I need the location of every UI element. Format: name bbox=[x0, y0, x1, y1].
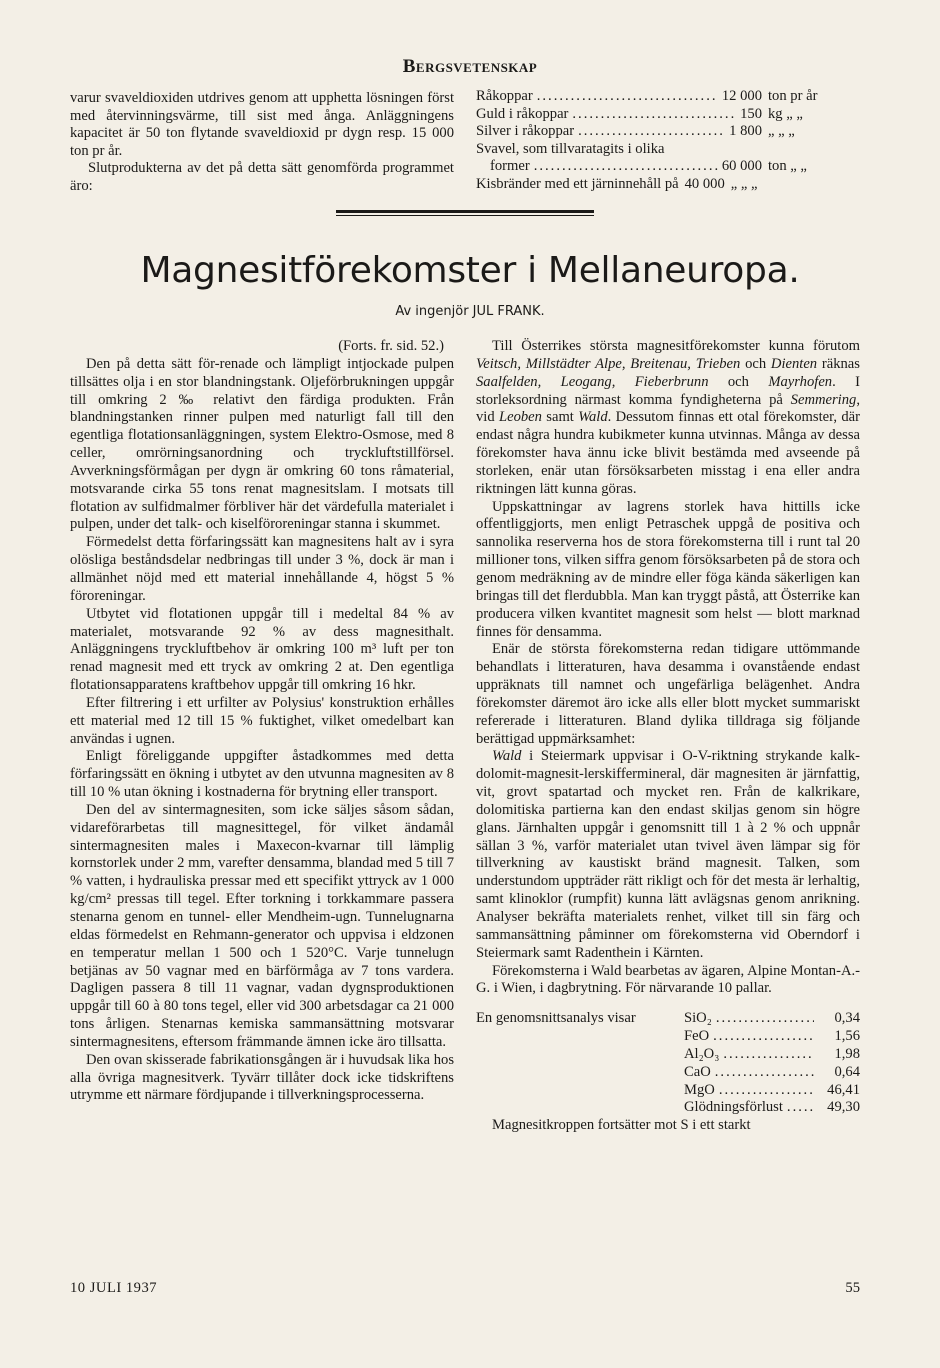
analysis-value: 0,64 bbox=[834, 1063, 860, 1080]
leader-dots bbox=[715, 1064, 814, 1082]
place-name: Leoben bbox=[498, 409, 542, 426]
paragraph: Enär de största förekomsterna redan tidigare uttömmande behandlats i litteraturen, hava desamma i ovanstående endast uppräknats till namnet och ungefärliga belägenhet. Andra förekomster däremot äro icke alls eller blott mycket summariskt refererade i litteraturen. Bland dylika tilldraga sig följande berättigad uppmärksamhet: bbox=[476, 641, 860, 747]
product-label: Kisbränder med ett järninnehåll på bbox=[476, 175, 679, 192]
paragraph: Magnesitkroppen fortsätter mot S i ett starkt bbox=[492, 1117, 751, 1134]
leader-dots bbox=[719, 1082, 814, 1100]
analysis-lead: En genomsnittsanalys visar bbox=[476, 1010, 636, 1027]
journal-title: Bergsvetenskap bbox=[402, 56, 538, 77]
leader-dots bbox=[534, 158, 718, 176]
analysis-component: FeO bbox=[684, 1028, 710, 1045]
product-value: 40 000 bbox=[684, 175, 725, 192]
divider-rule bbox=[336, 210, 594, 213]
text: samt bbox=[541, 409, 579, 426]
paragraph: Uppskattningar av lagrens storlek hava hittills icke offentliggjorts, men enligt Petraschek uppgå de positiva och sannolika reserverna hos de stora förekomsterna till i runt tal 20 millioner tons, vilken siffra genom försöksarbeten på de stora och genom medräkning av de mindre eller föga kända säkerligen kan bringas till det flerdubbla. Man kan tryggt påstå, att Österrike kan producera vilken kvantitet magnesit som helst — blott marknad finnes för densamma. bbox=[476, 498, 860, 640]
text: , vid bbox=[476, 391, 860, 426]
product-label: Silver i råkoppar bbox=[476, 123, 575, 140]
product-unit: ton „ „ bbox=[768, 158, 807, 175]
product-value: 12 000 bbox=[721, 88, 762, 104]
place-name: Wald bbox=[578, 409, 608, 426]
leader-dots bbox=[787, 1099, 814, 1117]
paragraph: Förekomsterna i Wald bearbetas av ägaren, Alpine Montan-A.-G. i Wien, i dagbrytning. För närvarande 10 pallar. bbox=[476, 962, 860, 997]
leader-dots bbox=[713, 1028, 814, 1046]
place-name: Mayrhofen bbox=[768, 373, 833, 390]
analysis-component: MgO bbox=[684, 1081, 715, 1098]
place-name: Veitsch, Millstädter Alpe, Breitenau, Trieben bbox=[476, 355, 741, 372]
product-row bbox=[476, 123, 860, 141]
analysis-row bbox=[476, 1082, 860, 1100]
product-unit: „ „ „ bbox=[730, 175, 758, 192]
place-name: Semmering bbox=[790, 391, 857, 408]
analysis-row bbox=[476, 1099, 860, 1117]
product-row bbox=[476, 106, 860, 124]
leader-dots bbox=[723, 1046, 814, 1064]
product-unit: kg „ „ bbox=[768, 105, 803, 122]
products-list bbox=[476, 88, 860, 194]
product-value: 60 000 bbox=[721, 158, 762, 175]
product-label: Råkoppar bbox=[476, 88, 533, 104]
product-label: former bbox=[490, 158, 530, 175]
leader-dots bbox=[537, 88, 718, 106]
text: Till Österrikes största magnesitförekomster kunna förutom bbox=[492, 338, 860, 354]
paragraph: Den ovan skisserade fabrikationsgången är i huvudsak lika hos alla övriga magnesitverk. Tyvärr tillåter dock icke tidskriftens utrymme ett närmare fördjupande i tillverkningsprocesserna. bbox=[70, 1051, 454, 1104]
analysis-component: CaO bbox=[684, 1063, 711, 1080]
paragraph: Utbytet vid flotationen uppgår till i medeltal 84 % av materialet, motsvarande 92 % av dess magnesithalt. Anläggningens tryckluftbehov är omkring 100 m³ luft per ton renad magnesit med ett tryck av omkring 2 at. Den egentliga flotationsapparatens kraftbehov uppgår till omkring 16 hkr. bbox=[70, 605, 454, 694]
paragraph bbox=[476, 338, 860, 499]
paragraph: Den på detta sätt för-renade och lämpligt intjockade pulpen tillsättes olja i en stor blandningstank. Oljeförbrukningen uppgår till omkring 2 ‰ relativt den färdiga produkten. Från blandningstanken rinner pulpen med naturligt fall till den egentliga flotationsanläggningen, system Elektro-Osmose, med 8 celler, omrörningsanordning och tryckluftstillförsel. Avverkningsförmågan per dygn är omkring 60 tons råmaterial, motsvarande cirka 55 tons renat magnesitslam. I motsats till flotation av sulfidmalmer förbliver här det värdefulla materialet i pulpen, under det talk- och kiselföroreningar stanna i skummet. bbox=[70, 355, 454, 533]
paragraph: varur svaveldioxiden utdrives genom att upphetta lösningen först med återvinningsvärme, till sist med ånga. Anläggningens kapacitet är 50 ton flytande svaveldioxid pr dygn resp. 15 000 ton pr år. bbox=[70, 90, 454, 159]
analysis-row bbox=[476, 1046, 860, 1064]
page-number: 55 bbox=[845, 1280, 860, 1296]
product-row bbox=[476, 176, 860, 194]
text: . Dessutom finnas ett otal förekomster, där endast några hundra kubikmeter kunna utvinnas. Många av dessa förekomster hava ännu icke blivit bestämda med avseende på storleken, enär utan försöksarbeten misstag i ena eller andra riktningen lätt kunna göras. bbox=[476, 409, 860, 497]
place-name: Dienten bbox=[770, 355, 818, 372]
analysis-row bbox=[476, 1064, 860, 1082]
analysis-component: Glödningsförlust bbox=[684, 1099, 783, 1116]
product-unit: ton pr år bbox=[768, 88, 818, 104]
left-column bbox=[70, 338, 454, 1105]
analysis-value: 0,34 bbox=[834, 1010, 860, 1027]
analysis-value: 1,98 bbox=[834, 1045, 860, 1062]
product-unit: „ „ „ bbox=[768, 123, 795, 140]
paragraph: Efter filtrering i ett urfilter av Polysius' konstruktion erhålles ett material med 12 till 15 % fuktighet, vilket omedelbart kan användas i ugnen. bbox=[70, 694, 454, 747]
product-value: 150 bbox=[740, 105, 762, 122]
product-row bbox=[476, 158, 860, 176]
divider-rule bbox=[336, 215, 594, 216]
product-label: Svavel, som tillvaratagits i olika bbox=[476, 140, 665, 157]
text: räknas bbox=[817, 355, 860, 372]
text: och bbox=[740, 355, 771, 372]
paragraph: Enligt föreliggande uppgifter åstadkommes med detta förfaringssätt en ökning i utbytet av den utvunna magnesiten av 8 till 10 % utan ökning i kostnaderna för brytning eller transport. bbox=[70, 748, 454, 801]
product-row bbox=[476, 141, 860, 159]
article-title: Magnesitförekomster i Mellaneuropa. bbox=[140, 250, 800, 291]
paragraph: Slutprodukterna av det på detta sätt genomförda programmet äro: bbox=[70, 160, 454, 194]
text: . I storleksordning närmast komma fyndigheterna på bbox=[476, 373, 860, 408]
top-left-text bbox=[70, 90, 454, 196]
analysis-table bbox=[476, 1010, 860, 1117]
analysis-value: 1,56 bbox=[834, 1028, 860, 1045]
issue-date: 10 JULI 1937 bbox=[70, 1280, 158, 1296]
analysis-row bbox=[476, 1010, 860, 1028]
leader-dots bbox=[578, 123, 725, 141]
text: i Steiermark uppvisar i O-V-riktning strykande kalk-dolomit-magnesit-lerskiffermineral, där magnesiten är järnfattig, vit, grovt spatartad och mycket ren. Från de kalkrikare, dolomitiska partierna kan den endast skiljas genom sin högre glans. Järnhalten uppgår i genomsnitt till 1 à 2 % och uppnår sällan 3 %, varför materialet utan tvivel även lämpar sig för tillverkning av kaustiskt bränd magnesit. Talken, som understundom uppträder rätt rikligt och för det mesta är lerhaltig, samt klinoklor (rumpfit) kunna lätt avlägsnas genom anrikning. Analyser bekräfta materialets renhet, vilket till sin färg och sammansättning påminner om förekomsterna vid Oberndorf i Steiermark samt Radenthein i Kärnten. bbox=[476, 748, 860, 961]
continuation-note: (Forts. fr. sid. 52.) bbox=[338, 338, 444, 354]
analysis-component: SiO₂ bbox=[684, 1010, 712, 1027]
product-row bbox=[476, 88, 860, 106]
analysis-row bbox=[476, 1028, 860, 1046]
place-name: Saalfelden, Leogang, Fieberbrunn bbox=[476, 373, 709, 390]
product-label: Guld i råkoppar bbox=[476, 105, 569, 122]
place-name: Wald bbox=[492, 748, 522, 765]
analysis-component: Al₂O₃ bbox=[684, 1045, 720, 1062]
leader-dots bbox=[716, 1010, 814, 1028]
analysis-value: 46,41 bbox=[827, 1081, 860, 1098]
paragraph bbox=[476, 748, 860, 962]
analysis-value: 49,30 bbox=[827, 1099, 860, 1116]
product-value: 1 800 bbox=[729, 123, 762, 140]
leader-dots bbox=[572, 106, 736, 124]
paragraph: Förmedelst detta förfaringssätt kan magnesitens halt av i syra olösliga beståndsdelar nedbringas till under 3 %, dock är man i allmänhet nöjd med ett material innehållande 4, högst 5 % föroreningar. bbox=[70, 534, 454, 604]
text: och bbox=[708, 373, 769, 390]
paragraph: Den del av sintermagnesiten, som icke säljes såsom sådan, vidareförarbetas till magnesittegel, för vilket ändamål sintermagnesiten males i Maxecon-kvarnar till lämplig kornstorlek under 2 mm, varefter densamma, blandad med 5 till 7 % vatten, i hydrauliska pressar med ett specifikt yttryck av 1 000 kg/cm² pressas till tegel. Efter torkning i torkkammare passera stenarna genom en tunnel- eller Mendheim-ugn. Tunnelugnarna eldas förmedelst en Rehmann-generator och uppvisa i eldzonen en temperatur mellan 1 500 och 1 520°C. Varje tunnelugn betjänas av 50 vagnar med en bärförmåga av 7 tons vardera. Dagligen passera 8 till 11 vagnar, vadan dygnsproduktionen uppgår till 60 à 80 tons tegel, eller vid 300 arbetsdagar ca 21 000 tons årligen. Stenarnas kemiska sammansättning motsvarar sintermagnesitens, eftersom främmande ämnen icke äro tillsatta. bbox=[70, 801, 454, 1050]
article-byline: Av ingenjör JUL FRANK. bbox=[395, 304, 545, 319]
right-column bbox=[476, 338, 860, 1135]
